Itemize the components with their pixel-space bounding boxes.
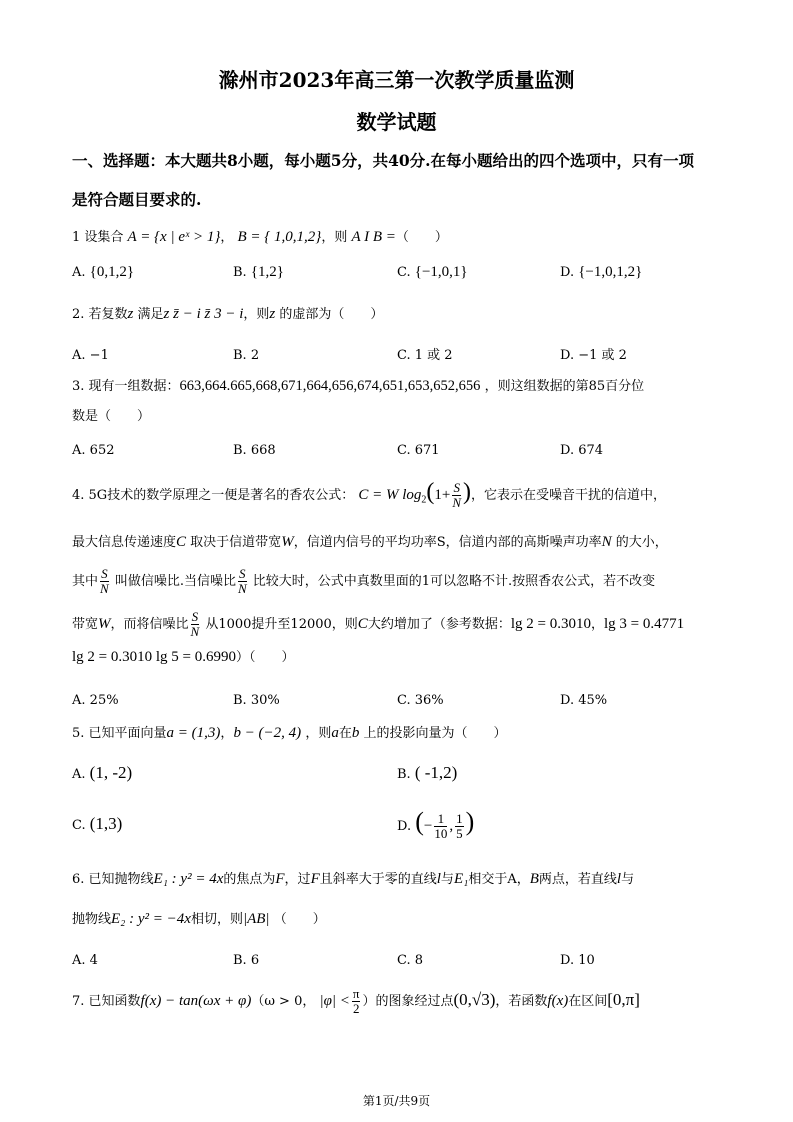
q1-option-c: C. {−1,0,1} [397, 264, 468, 280]
question-7: 7. 已知函数f(x) − tan(ωx + φ)（ω > 0， |φ| < $\frac{\pi}{2}$ ）的图象经过点(0,√3)，若函数f(x)在区间[0,π] [72, 986, 640, 1016]
question-2: 2. 若复数z 满足z z̄ − i z̄ 3 − i，则z 的虚部为（ ） [72, 306, 384, 322]
section-heading: 一、选择题：本大题共8小题，每小题5分，共40分.在每小题给出的四个选项中，只有一项 [72, 151, 695, 170]
question-1: 1 设集合 A = {x | eˣ > 1}， B = { 1,0,1,2}，则 A I B =（ ） [72, 229, 448, 245]
page-number: 第1页/共9页 [362, 1094, 431, 1108]
question-3: 3. 现有一组数据：663,664.665,668,671,664,656,674,651,653,652,656 ，则这组数据的第85百分位 [72, 378, 645, 394]
q1-option-d: D. {−1,0,1,2} [560, 264, 643, 280]
q3-option-c: C. 671 [397, 443, 440, 458]
question-5: 5. 已知平面向量a = (1,3)，b − (−2, 4) ，则a在b 上的投影向量为（ ） [72, 725, 507, 741]
q5-option-d: D. (− $\frac{1}{10}$ , $\frac{1}{5}$ ) [397, 807, 475, 841]
q2-option-b: B. 2 [233, 348, 260, 363]
q3-option-a: A. 652 [72, 443, 115, 458]
q6-option-a: A. 4 [72, 953, 98, 968]
question-3-cont: 数是（ ） [72, 409, 151, 424]
page-title: 滁州市2023年高三第一次教学质量监测 [218, 68, 575, 92]
q3-option-d: D. 674 [560, 443, 604, 458]
q4-option-d: D. 45% [560, 693, 608, 708]
q3-option-b: B. 668 [233, 443, 276, 458]
q5-option-a: A. (1, -2) [72, 763, 133, 782]
question-6-line2: 抛物线E₂ : y² = −4x相切，则|AB| （ ） [72, 911, 326, 927]
q2-option-a: A. −1 [72, 348, 109, 363]
q6-option-b: B. 6 [233, 953, 260, 968]
q6-option-d: D. 10 [560, 953, 595, 968]
section-heading-cont: 是符合题目要求的. [72, 190, 202, 209]
q4-option-b: B. 30% [233, 693, 280, 708]
question-6: 6. 已知抛物线E₁ : y² = 4x的焦点为F，过F且斜率大于零的直线l与E₁相交于A，B两点，若直线l与 [72, 871, 635, 887]
question-4-line2: 最大信息传递速度C 取决于信道带宽W，信道内信号的平均功率S，信道内部的高斯噪声功率N 的大小， [72, 534, 668, 550]
q1-option-b: B. {1,2} [233, 264, 284, 280]
q4-option-a: A. 25% [72, 693, 119, 708]
page-subtitle: 数学试题 [356, 110, 437, 134]
q2-option-d: D. −1 或 2 [560, 348, 627, 363]
question-4: 4. 5G技术的数学原理之一便是著名的香农公式： C = W $\log_2(1+$ $\frac{S}{N}$ )，它表示在受噪音干扰的信道中， [72, 479, 667, 510]
question-4-line3: 其中 $\frac{S}{N}$ 叫做信噪比.当信噪比 $\frac{S}{N}$ 比较大时，公式中真数里面的1可以忽略不计.按照香农公式，若不改变 [72, 566, 656, 596]
q5-option-b: B. ( -1,2) [397, 763, 458, 782]
q1-option-a: A. {0,1,2} [72, 264, 135, 280]
q2-option-c: C. 1 或 2 [397, 348, 453, 363]
question-4-line4: 带宽W，而将信噪比 $\frac{S}{N}$ 从1000提升至12000，则C大约增加了（参考数据：lg 2 = 0.3010，lg 3 = 0.4771 [72, 609, 685, 639]
q6-option-c: C. 8 [397, 953, 424, 968]
question-4-line5: lg 2 = 0.3010 lg 5 = 0.6990）（ ） [72, 649, 295, 665]
q5-option-c: C. (1,3) [72, 814, 123, 833]
q4-option-c: C. 36% [397, 693, 444, 708]
